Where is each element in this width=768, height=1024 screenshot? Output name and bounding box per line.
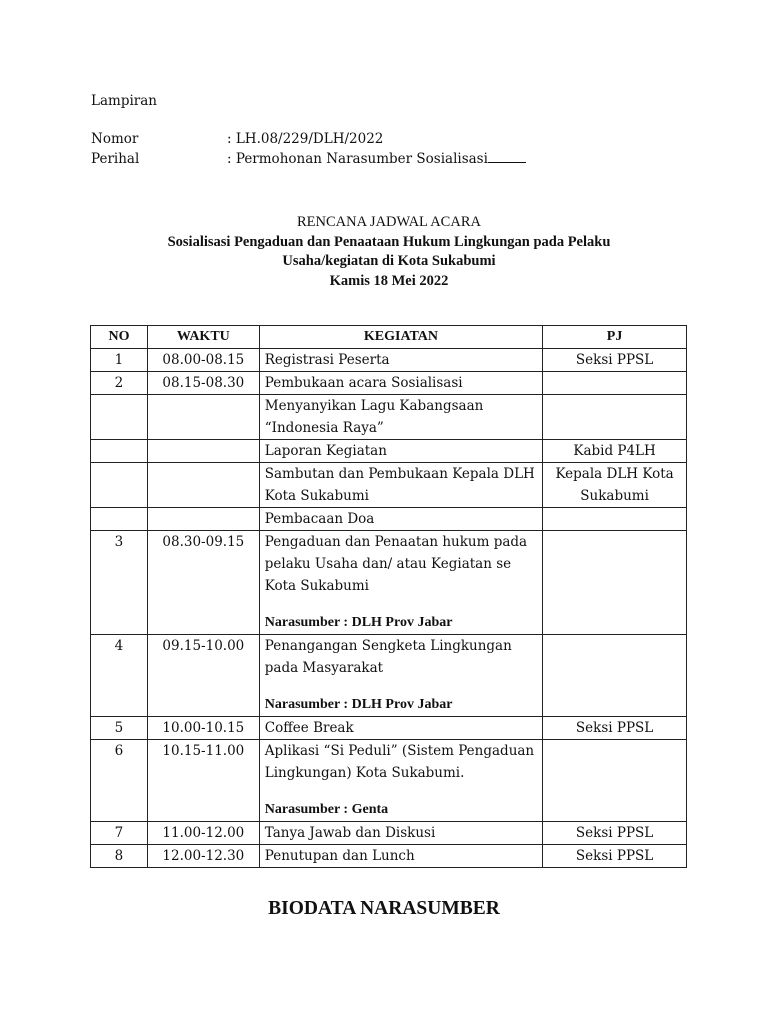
cell-no: 3 — [91, 531, 148, 635]
table-row — [91, 845, 687, 868]
perihal-blank-line — [488, 150, 526, 163]
table-row — [91, 717, 687, 740]
perihal-value: : Permohonan Narasumber Sosialisasi — [227, 151, 488, 167]
cell-waktu: 10.00-10.15 — [147, 717, 259, 740]
cell-kegiatan: Pembukaan acara Sosialisasi — [259, 372, 542, 395]
cell-no — [91, 463, 148, 508]
cell-pj — [543, 395, 687, 440]
perihal-line — [91, 150, 526, 167]
table-row — [91, 440, 687, 463]
header-kegiatan: KEGIATAN — [259, 326, 542, 349]
table-row — [91, 349, 687, 372]
cell-waktu — [147, 508, 259, 531]
narasumber-text: Narasumber : DLH Prov Jabar — [264, 697, 453, 712]
cell-waktu — [147, 463, 259, 508]
cell-waktu: 08.15-08.30 — [147, 372, 259, 395]
cell-no: 2 — [91, 372, 148, 395]
table-row — [91, 740, 687, 822]
cell-no: 4 — [91, 635, 148, 717]
schedule-subtitle-2: Usaha/kegiatan di Kota Sukabumi — [282, 253, 496, 269]
narasumber-text: Narasumber : DLH Prov Jabar — [264, 615, 453, 630]
schedule-title: RENCANA JADWAL ACARA — [297, 214, 481, 230]
cell-no — [91, 508, 148, 531]
cell-pj: Seksi PPSL — [543, 822, 687, 845]
cell-kegiatan — [259, 531, 542, 635]
cell-waktu: 11.00-12.00 — [147, 822, 259, 845]
cell-waktu — [147, 395, 259, 440]
table-row — [91, 508, 687, 531]
table-header-row — [91, 326, 687, 349]
cell-waktu: 09.15-10.00 — [147, 635, 259, 717]
cell-no: 1 — [91, 349, 148, 372]
cell-waktu: 10.15-11.00 — [147, 740, 259, 822]
cell-waktu: 08.30-09.15 — [147, 531, 259, 635]
narasumber-text: Narasumber : Genta — [264, 802, 389, 817]
kegiatan-text: Penangangan Sengketa Lingkungan pada Masyarakat — [264, 638, 512, 676]
cell-kegiatan — [259, 740, 542, 822]
cell-pj — [543, 508, 687, 531]
cell-kegiatan: Pembacaan Doa — [259, 508, 542, 531]
perihal-label: Perihal — [91, 151, 140, 167]
cell-kegiatan: Penutupan dan Lunch — [259, 845, 542, 868]
table-body — [91, 349, 687, 868]
schedule-subtitle-1: Sosialisasi Pengaduan dan Penaataan Hukum Lingkungan pada Pelaku — [167, 233, 611, 250]
cell-no: 5 — [91, 717, 148, 740]
cell-pj — [543, 740, 687, 822]
table-row — [91, 822, 687, 845]
cell-waktu — [147, 440, 259, 463]
cell-no — [91, 440, 148, 463]
cell-pj: Seksi PPSL — [543, 717, 687, 740]
header-pj: PJ — [543, 326, 687, 349]
cell-no: 8 — [91, 845, 148, 868]
nomor-line — [91, 131, 383, 147]
table-row — [91, 463, 687, 508]
cell-waktu: 08.00-08.15 — [147, 349, 259, 372]
table-row — [91, 395, 687, 440]
nomor-label: Nomor — [91, 131, 139, 147]
cell-kegiatan: Coffee Break — [259, 717, 542, 740]
cell-kegiatan: Laporan Kegiatan — [259, 440, 542, 463]
schedule-date: Kamis 18 Mei 2022 — [329, 272, 449, 289]
schedule-table — [90, 325, 687, 868]
cell-no — [91, 395, 148, 440]
lampiran-label: Lampiran — [91, 93, 157, 109]
table-row — [91, 531, 687, 635]
cell-pj: Seksi PPSL — [543, 349, 687, 372]
cell-pj — [543, 372, 687, 395]
nomor-value: : LH.08/229/DLH/2022 — [227, 131, 384, 147]
header-waktu: WAKTU — [147, 326, 259, 349]
cell-waktu: 12.00-12.30 — [147, 845, 259, 868]
schedule-titles — [91, 213, 687, 291]
cell-kegiatan: Tanya Jawab dan Diskusi — [259, 822, 542, 845]
cell-kegiatan — [259, 635, 542, 717]
cell-pj — [543, 531, 687, 635]
kegiatan-text: Aplikasi “Si Peduli” (Sistem Pengaduan Lingkungan) Kota Sukabumi. — [264, 743, 535, 781]
cell-pj: Kepala DLH Kota Sukabumi — [543, 463, 687, 508]
cell-pj: Kabid P4LH — [543, 440, 687, 463]
kegiatan-text: Pengaduan dan Penaatan hukum pada pelaku Usaha dan/ atau Kegiatan se Kota Sukabumi — [264, 534, 528, 594]
cell-pj — [543, 635, 687, 717]
cell-no: 7 — [91, 822, 148, 845]
table-row — [91, 635, 687, 717]
cell-kegiatan: Menyanyikan Lagu Kabangsaan “Indonesia Raya” — [259, 395, 542, 440]
cell-kegiatan: Registrasi Peserta — [259, 349, 542, 372]
biodata-title: BIODATA NARASUMBER — [268, 898, 500, 919]
cell-pj: Seksi PPSL — [543, 845, 687, 868]
header-no: NO — [91, 326, 148, 349]
table-row — [91, 372, 687, 395]
cell-no: 6 — [91, 740, 148, 822]
cell-kegiatan: Sambutan dan Pembukaan Kepala DLH Kota Sukabumi — [259, 463, 542, 508]
